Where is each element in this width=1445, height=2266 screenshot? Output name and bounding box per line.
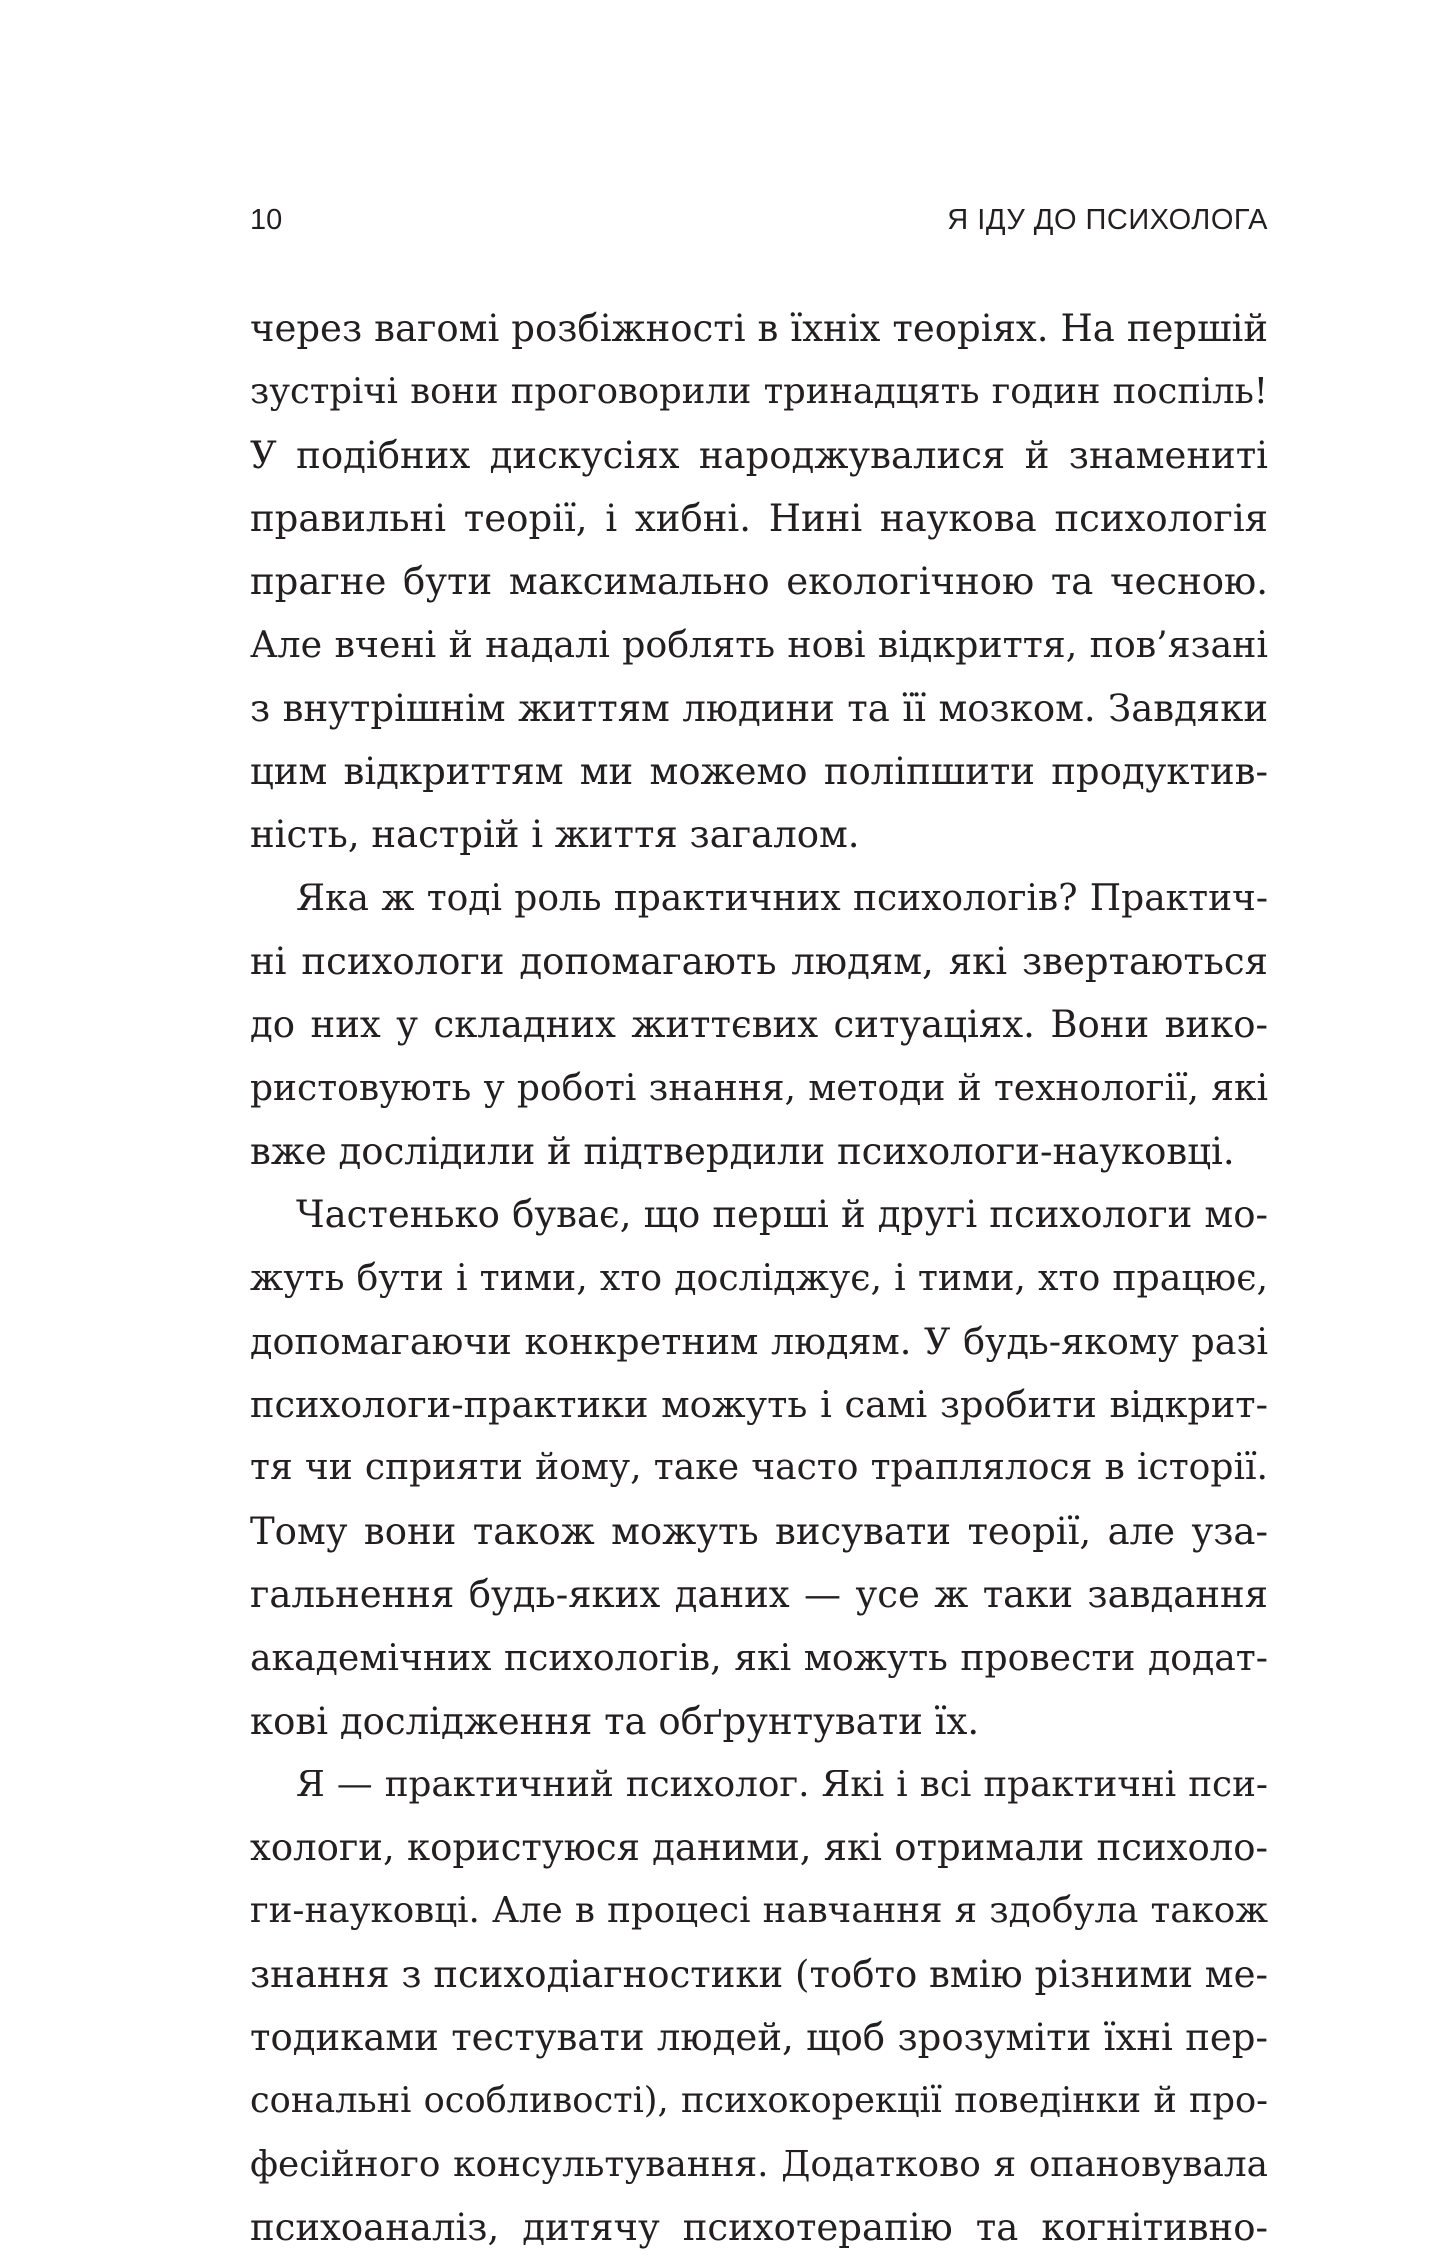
text-line: фесійного консультування. Додатково я опановувала [250, 2143, 1268, 2185]
text-line: хологи, користуюся даними, які отримали психоло- [250, 1826, 1268, 1870]
paragraph-3 [250, 1183, 1268, 1753]
text-line: Я — практичний психолог. Які і всі практичні пси- [296, 1763, 1268, 1805]
text-line: тя чи сприяти йому, таке часто траплялося в історії. [250, 1446, 1268, 1489]
paragraph-1 [250, 297, 1268, 867]
text-line: знання з психодіагностики (тобто вмію різними ме- [250, 1952, 1268, 1996]
text-line: до них у складних життєвих ситуаціях. Вони вико- [250, 1003, 1268, 1047]
text-line: психоаналіз, дитячу психотерапію та когнітивно- [250, 2205, 1268, 2249]
text-line: ність, настрій і життя загалом. [250, 813, 860, 857]
text-line: Частенько буває, що перші й другі психологи мо- [296, 1193, 1268, 1237]
paragraph-4 [250, 1753, 1268, 2259]
text-line: сональні особливості), психокорекції поведінки й про- [250, 2080, 1268, 2122]
text-line: У подібних дискусіях народжувалися й знамениті [250, 433, 1268, 477]
text-line: тодиками тестувати людей, щоб зрозуміти їхні пер- [250, 2016, 1268, 2060]
text-line: ні психологи допомагають людям, які звертаються [250, 939, 1268, 983]
text-line: ристовують у роботі знання, методи й технології, які [250, 1067, 1268, 1109]
text-line: з внутрішнім життям людини та її мозком. Завдяки [250, 686, 1268, 730]
body-text [250, 297, 1268, 2259]
text-line: зустрічі вони проговорили тринадцять годин поспіль! [250, 371, 1268, 413]
text-line: Тому вони також можуть висувати теорії, але уза- [250, 1509, 1268, 1553]
book-title: Я ІДУ ДО ПСИХОЛОГА [947, 204, 1268, 236]
text-line: правильні теорії, і хибні. Нині наукова психологія [250, 496, 1268, 540]
text-line: вже дослідили й підтвердили психологи-науковці. [250, 1129, 1235, 1173]
text-line: прагне бути максимально екологічною та чесною. [250, 560, 1268, 604]
running-head [250, 200, 1268, 240]
text-line: Яка ж тоді роль практичних психологів? Практич- [296, 877, 1268, 919]
text-line: допомагаючи конкретним людям. У будь-якому разі [250, 1319, 1268, 1363]
text-line: жуть бути і тими, хто досліджує, і тими, хто працює, [250, 1256, 1268, 1300]
text-line: кові дослідження та обґрунтувати їх. [250, 1699, 980, 1743]
text-line: Але вчені й надалі роблять нові відкриття, пов’язані [250, 623, 1268, 667]
text-line: ги-науковці. Але в процесі навчання я здобула також [250, 1890, 1268, 1932]
text-line: через вагомі розбіжності в їхніх теоріях. На першій [250, 307, 1268, 350]
text-line: психологи-практики можуть і самі зробити відкрит- [250, 1383, 1268, 1427]
text-line: гальнення будь-яких даних — усе ж таки завдання [250, 1572, 1268, 1616]
paragraph-2 [250, 867, 1268, 1183]
page-number: 10 [250, 204, 283, 236]
text-line: академічних психологів, які можуть провести додат- [250, 1636, 1268, 1680]
text-line: цим відкриттям ми можемо поліпшити продуктив- [250, 750, 1268, 794]
